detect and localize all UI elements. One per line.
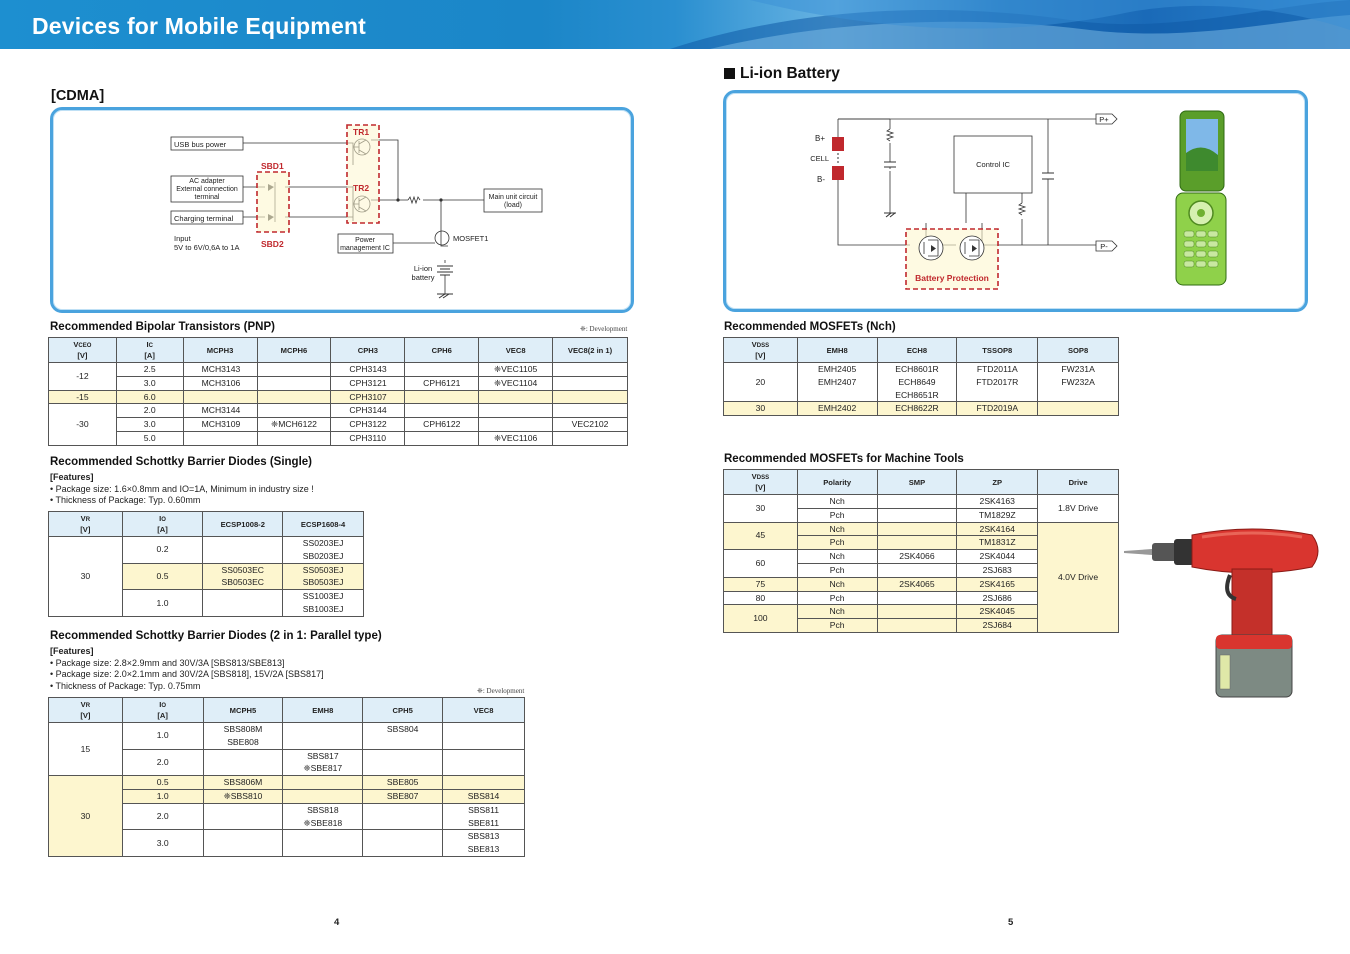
col-vec8-2in1: VEC8(2 in 1)	[553, 338, 628, 363]
sbd-parallel-dev-note: ❈: Development	[477, 687, 525, 695]
table-row: 1.0 ❈SBS810 SBE807 SBS814	[49, 789, 525, 803]
main-label-1: Main unit circuit	[488, 194, 538, 201]
ac-label-3: terminal	[194, 194, 220, 201]
table-row: Pch 2SJ683	[724, 563, 1119, 577]
table-row: SBE813	[49, 843, 525, 856]
charging-label: Charging terminal	[174, 214, 234, 223]
cdma-title: [CDMA]	[51, 88, 105, 104]
pplus-label: P+	[1099, 115, 1109, 124]
sbd-single-table	[48, 511, 364, 617]
table-row: 5.0 CPH3110 ❈VEC1106	[49, 431, 628, 445]
table-row: 3.0 MCH3106 CPH3121 CPH6121 ❈VEC1104	[49, 376, 628, 390]
page-header	[0, 0, 1350, 49]
liion-diagram-panel	[723, 90, 1308, 312]
col-cph6: CPH6	[405, 338, 479, 363]
col-cph3: CPH3	[331, 338, 405, 363]
table-row: SBE808	[49, 736, 525, 749]
liion-title: Li-ion Battery	[724, 65, 840, 83]
sbd1-label: SBD1	[261, 161, 284, 171]
table-header-row: VR [V] IO [A] MCPH5 EMH8 CPH5 VEC8	[49, 698, 525, 723]
table-row: Pch TM1831Z	[724, 536, 1119, 550]
table-row: 20 EMH2405 ECH8601R FTD2011A FW231A	[724, 363, 1119, 376]
table-header-row: VR [V] IO [A] ECSP1008-2 ECSP1608-4	[49, 512, 364, 537]
bipolar-dev-note: ❈: Development	[580, 325, 628, 333]
table-row: SB1003EJ	[49, 603, 364, 616]
table-row: 30 0.2 SS0203EJ	[49, 537, 364, 550]
mosfet-nch-title: Recommended MOSFETs (Nch)	[724, 321, 896, 333]
table-row: SB0203EJ	[49, 550, 364, 563]
table-row: -12 2.5 MCH3143 CPH3143 ❈VEC1105	[49, 363, 628, 377]
table-row: ECH8651R	[724, 389, 1119, 402]
table-row: SB0503EC SB0503EJ	[49, 576, 364, 589]
col-mcph3: MCPH3	[183, 338, 257, 363]
table-row: 3.0 MCH3109 ❈MCH6122 CPH3122 CPH6122 VEC2102	[49, 418, 628, 432]
mosfet-nch-table	[723, 337, 1119, 416]
table-row: Pch 2SJ684	[724, 619, 1119, 633]
table-row: Pch TM1829Z	[724, 508, 1119, 522]
sbd2-label: SBD2	[261, 239, 284, 249]
table-row: 45 Nch 2SK4164 4.0V Drive	[724, 522, 1119, 536]
pm-label-2: management IC	[340, 245, 390, 252]
page-number-left: 4	[334, 917, 340, 928]
sbd-parallel-table	[48, 697, 525, 857]
table-row: -15 6.0 CPH3107	[49, 390, 628, 404]
table-header-row: VDSS [V] EMH8 ECH8 TSSOP8 SOP8	[724, 338, 1119, 363]
tr1-label: TR1	[353, 127, 370, 137]
page-title: Devices for Mobile Equipment	[32, 13, 367, 39]
power-drill-illustration	[1122, 525, 1328, 705]
table-row: 30 0.5 SBS806M SBE805	[49, 776, 525, 790]
cell-label: CELL	[810, 154, 829, 163]
pm-label-1: Power	[355, 237, 375, 244]
cdma-diagram-panel	[50, 107, 634, 313]
main-label-2: (load)	[504, 202, 522, 209]
col-vec8: VEC8	[479, 338, 553, 363]
sbd-single-features: [Features] • Package size: 1.6×0.8mm and IO=1A, Minimum in industry size ! • Thickness of Package: Typ. 0.60mm	[50, 472, 314, 505]
tr2-label: TR2	[353, 183, 370, 193]
input-label-2: 5V to 6V/0,6A to 1A	[174, 243, 240, 252]
bplus-label: B+	[814, 134, 825, 143]
mobile-phone-illustration	[1176, 111, 1226, 285]
header-decoration	[670, 0, 1350, 49]
sbd-parallel-title: Recommended Schottky Barrier Diodes (2 in 1: Parallel type)	[50, 630, 382, 642]
battery-protection-label: Battery Protection	[915, 273, 989, 283]
sbd-single-title: Recommended Schottky Barrier Diodes (Single)	[50, 456, 313, 468]
table-row: 30 Nch 2SK4163 1.8V Drive	[724, 495, 1119, 509]
table-header-row	[49, 338, 628, 363]
table-row: ❈SBE817	[49, 762, 525, 775]
table-row: 2.0 SBS817	[49, 749, 525, 762]
table-row: EMH2407 ECH8649 FTD2017R FW232A	[724, 376, 1119, 389]
ac-label-1: AC adapter	[189, 178, 225, 185]
table-row: 80 Pch 2SJ686	[724, 591, 1119, 605]
usb-label: USB bus power	[174, 140, 227, 149]
bminus-label: B-	[817, 175, 825, 184]
page-number-right: 5	[1008, 917, 1014, 928]
table-row: 0.5 SS0503EC SS0503EJ	[49, 563, 364, 576]
square-bullet-icon	[724, 68, 735, 79]
ac-label-2: External connection	[176, 186, 238, 193]
table-row: ❈SBE818 SBE811	[49, 817, 525, 830]
sbd-parallel-features: [Features] • Package size: 2.8×2.9mm and 30V/3A [SBS813/SBE813] • Package size: 2.0×2.1mm and 30V/2A [SBS818], 15V/2A [SBS817] • Thickness of Package: Typ. 0.75mm	[50, 646, 324, 691]
table-row: 100 Nch 2SK4045	[724, 605, 1119, 619]
bipolar-table	[48, 337, 628, 446]
col-ic: IC [A]	[116, 338, 183, 363]
table-row: 15 1.0 SBS808M SBS804	[49, 723, 525, 736]
bipolar-title: Recommended Bipolar Transistors (PNP)	[50, 321, 275, 333]
table-row: 30 EMH2402 ECH8622R FTD2019A	[724, 402, 1119, 416]
input-label-1: Input	[174, 234, 191, 243]
table-row: 60 Nch 2SK4066 2SK4044	[724, 550, 1119, 564]
table-row: 75 Nch 2SK4065 2SK4165	[724, 577, 1119, 591]
col-mcph6: MCPH6	[257, 338, 331, 363]
cdma-circuit-diagram	[53, 110, 631, 310]
control-ic-label: Control IC	[976, 160, 1010, 169]
table-row: 2.0 SBS818 SBS811	[49, 803, 525, 816]
pminus-label: P-	[1100, 242, 1108, 251]
mosfet-tools-title: Recommended MOSFETs for Machine Tools	[724, 453, 964, 465]
mosfet1-label: MOSFET1	[453, 234, 489, 243]
col-vceo: VCEO [V]	[49, 338, 117, 363]
liion-label-2: battery	[411, 273, 435, 282]
liion-label-1: Li-ion	[413, 264, 433, 273]
table-row: 3.0 SBS813	[49, 830, 525, 843]
mosfet-tools-table	[723, 469, 1119, 633]
table-row: 1.0 SS1003EJ	[49, 590, 364, 603]
liion-circuit-diagram	[726, 93, 1305, 309]
table-row: -30 2.0 MCH3144 CPH3144	[49, 404, 628, 418]
table-header-row: VDSS [V] Polarity SMP ZP Drive	[724, 470, 1119, 495]
